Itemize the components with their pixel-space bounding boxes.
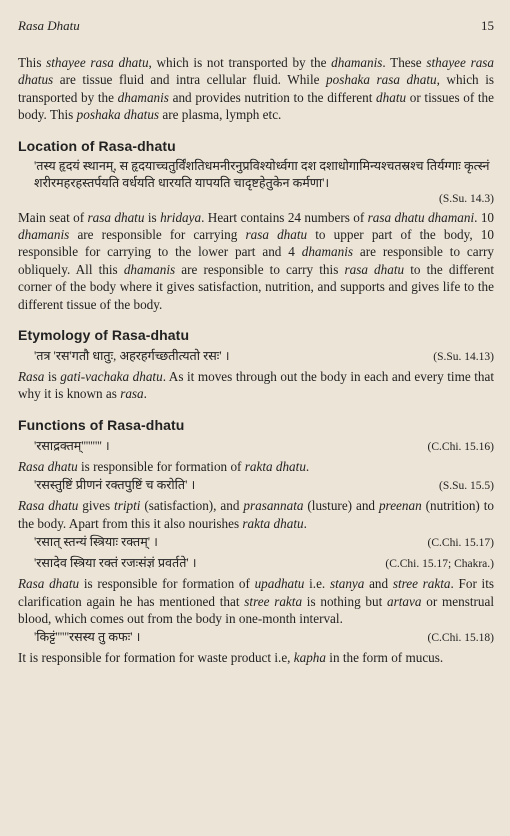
functions-ref-5: (C.Chi. 15.18) (427, 632, 494, 645)
functions-ref-3: (C.Chi. 15.17) (427, 537, 494, 550)
functions-ref-2: (S.Su. 15.5) (439, 480, 494, 493)
functions-verse-line-5 (18, 628, 494, 647)
location-ref: (S.Su. 14.3) (439, 192, 494, 205)
functions-paragraph-2: Rasa dhatu gives tripti (satisfaction), and prasannata (lusture) and preenan (nutrition) to the body. Apart from this it also nourishes rakta dhatu. (18, 498, 494, 531)
functions-verse-2: 'रसस्तुष्टिं प्रीणनं रक्तपुष्टिं च करोति' । (34, 478, 196, 493)
etymology-ref: (S.Su. 14.13) (433, 351, 494, 364)
functions-ref-1: (C.Chi. 15.16) (427, 440, 494, 453)
functions-verse-5: 'किट्टं''''''रसस्य तु कफः' । (34, 630, 141, 645)
functions-ref-4: (C.Chi. 15.17; Chakra.) (385, 558, 494, 571)
functions-paragraph-4: It is responsible for formation for waste product i.e, kapha in the form of mucus. (18, 650, 444, 666)
functions-verse-line-3 (18, 533, 494, 552)
location-paragraph: Main seat of rasa dhatu is hridaya. Heart contains 24 numbers of rasa dhatu dhamani. 10 dhamanis are responsible for carrying rasa dhatu to upper part of the body, 10 responsible for carrying to the lower part and 4 dhamanis are responsible to carry obliquely. All this dhamanis are responsible to carry this rasa dhatu to the different corner of the body where it gives satisfaction, nutrition, and supports and gives life to the different tissue of the body. (18, 209, 495, 312)
functions-verse-line-2 (18, 476, 494, 495)
intro-paragraph: This sthayee rasa dhatu, which is not transported by the dhamanis. These sthayee rasa dhatus are tissue fluid and intra cellular fluid. While poshaka rasa dhatu, which is transported by the dhamanis and provides nutrition to the different dhatu or tissues of the body. This poshaka dhatus are plasma, lymph etc. (18, 55, 495, 123)
functions-verse-1: 'रसाद्रक्तम्''''''''' । (34, 438, 110, 453)
functions-verse-4: 'रसादेव स्त्रिया रक्तं रजःसंज्ञं प्रवर्तते' । (34, 556, 197, 571)
etymology-verse-line (18, 347, 494, 366)
etymology-heading: Etymology of Rasa-dhatu (18, 327, 190, 344)
functions-paragraph-1: Rasa dhatu is responsible for formation of rakta dhatu. (18, 458, 310, 474)
etymology-verse: 'तत्र 'रस'गतौ धातुः, अहरहर्गच्छतीत्यतो रसः' । (34, 349, 230, 364)
running-header (18, 18, 494, 34)
page-number: 15 (481, 18, 494, 33)
etymology-paragraph: Rasa is gati-vachaka dhatu. As it moves through out the body in each and every time that why it is known as rasa. (18, 369, 495, 402)
functions-heading: Functions of Rasa-dhatu (18, 416, 185, 433)
functions-verse-line-1 (18, 437, 494, 456)
location-verse: 'तस्य हृदयं स्थानम्, स हृदयाच्चतुर्विंशतिधमनीरनुप्रविश्योर्ध्वगा दश दशाधोगामिन्यश्चतस्रश्च तिर्यग्गाः कृत्स्नं शरीरमहरहस्तर्पयति वर्धयति धारयति यापयति चादृष्टहेतुकेन कर्मणा'। (34, 158, 490, 190)
location-heading: Location of Rasa-dhatu (18, 137, 176, 154)
functions-verse-3: 'रसात् स्तन्यं स्त्रियाः रक्तम्' । (34, 535, 158, 550)
functions-verse-line-4 (18, 554, 494, 573)
running-title: Rasa Dhatu (18, 18, 80, 33)
functions-paragraph-3: Rasa dhatu is responsible for formation of upadhatu i.e. stanya and stree rakta. For its clarification again he has mentioned that stree rakta is nothing but artava or menstrual blood, which comes out from the body in one-month interval. (18, 576, 494, 626)
